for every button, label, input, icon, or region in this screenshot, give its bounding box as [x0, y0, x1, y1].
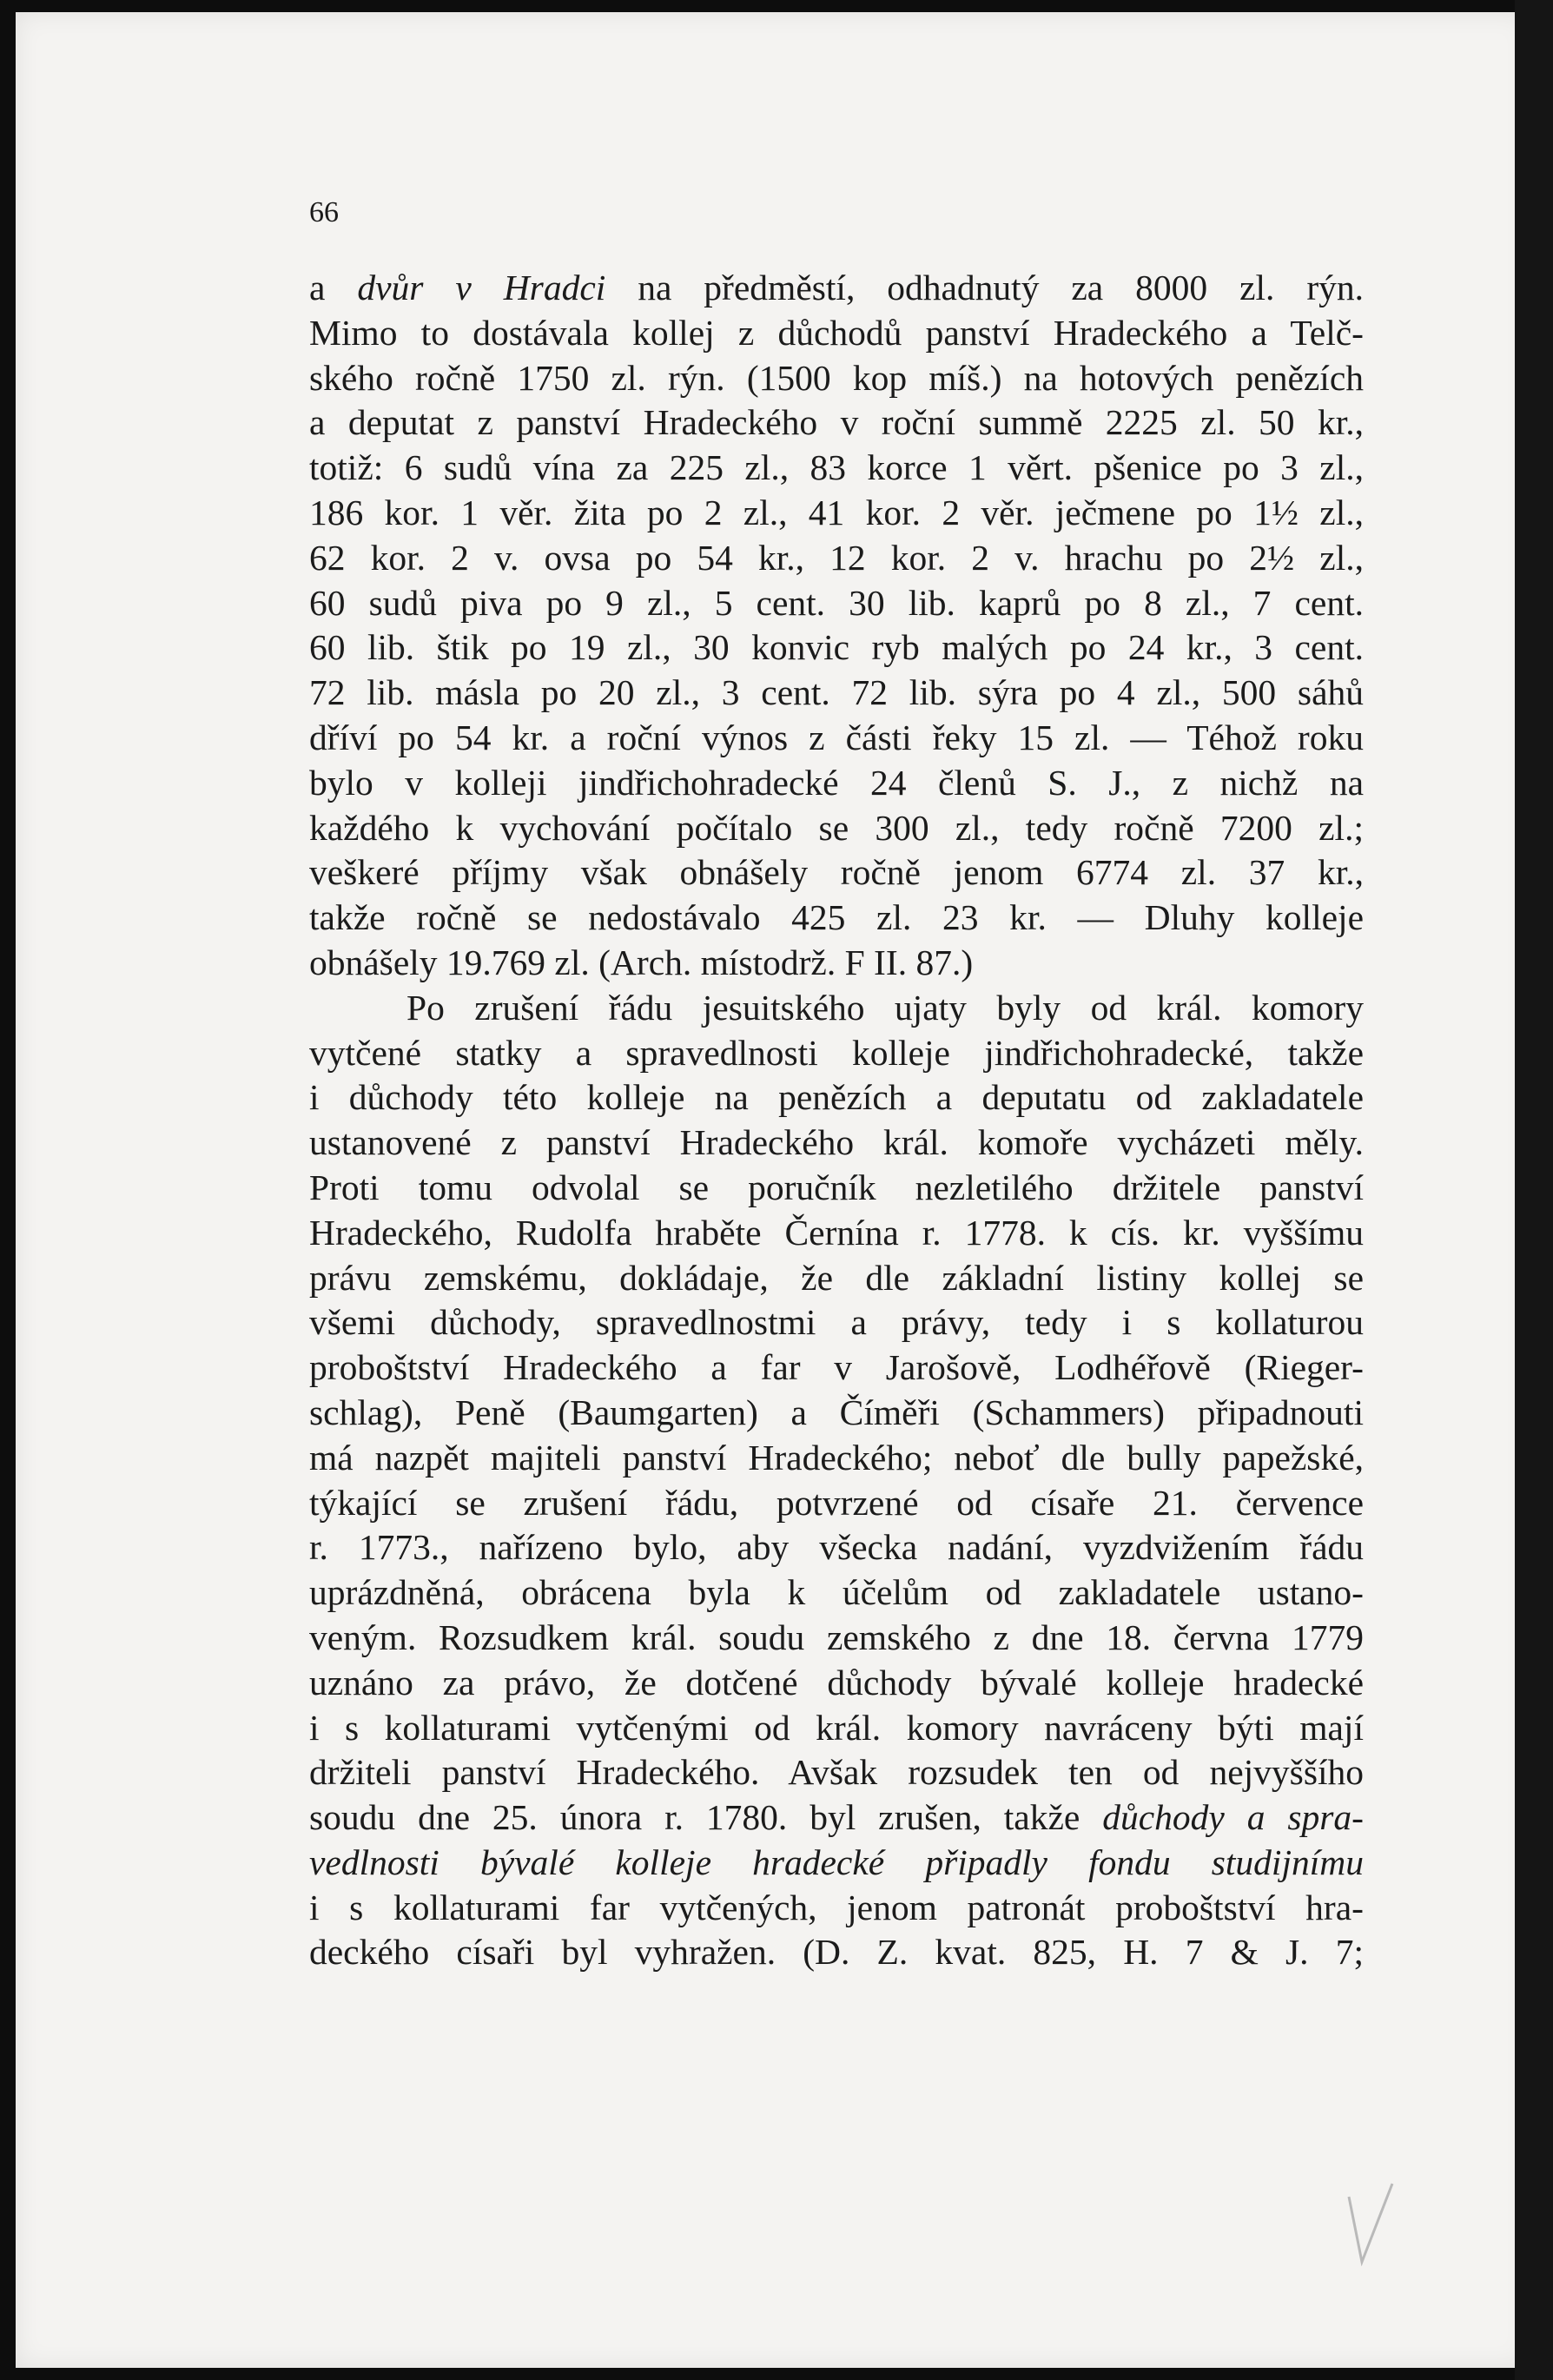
text-line-content: každého k vychování počítalo se 300 zl., tedy ročně 7200 zl.; [309, 807, 1364, 848]
text-line [309, 716, 1364, 761]
text-line [309, 1121, 1364, 1166]
text-line [309, 1661, 1364, 1706]
text-line [309, 491, 1364, 536]
text-line-content: i s kollaturami vytčenými od král. komory navráceny býti mají [309, 1707, 1364, 1748]
text-line [309, 806, 1364, 851]
text-line [309, 1345, 1364, 1391]
text-line [309, 1256, 1364, 1301]
text-line-content: 60 lib. štik po 19 zl., 30 konvic ryb malých po 24 kr., 3 cent. [309, 627, 1364, 668]
text-line-content: vytčené statky a spravedlnosti kolleje jindřichohradecké, takže [309, 1032, 1364, 1073]
text-line [309, 311, 1364, 356]
text-line-content: veným. Rozsudkem král. soudu zemského z dne 18. června 1779 [309, 1616, 1364, 1657]
text-line [309, 761, 1364, 806]
text-line [309, 1795, 1364, 1841]
text-line [309, 581, 1364, 626]
text-line [309, 1616, 1364, 1661]
text-line-content: ustanovené z panství Hradeckého král. komoře vycházeti měly. [309, 1122, 1364, 1163]
scanned-page [16, 12, 1529, 2368]
text-line [309, 1300, 1364, 1345]
text-line [309, 266, 1364, 311]
text-line [309, 986, 1364, 1031]
text-line-content: r. 1773., nařízeno bylo, aby všecka nadání, vyzdvižením řádu [309, 1527, 1364, 1568]
text-line-content: Mimo to dostávala kollej z důchodů panství Hradeckého a Telč- [309, 312, 1364, 353]
page-edge-shadow [1515, 0, 1553, 2380]
italic-phrase: dvůr v Hradci [357, 268, 606, 307]
text-line-content: obnášely 19.769 zl. (Arch. místodrž. F II. 87.) [309, 942, 974, 982]
text-line-content: 186 kor. 1 věr. žita po 2 zl., 41 kor. 2 věr. ječmene po 1½ zl., [309, 492, 1364, 532]
text-line-content: Proti tomu odvolal se poručník nezletilého držitele panství [309, 1167, 1364, 1207]
text-line [309, 1031, 1364, 1076]
text-line [309, 1570, 1364, 1616]
text-line [309, 1391, 1364, 1436]
text-line [309, 1075, 1364, 1121]
text-line [309, 1706, 1364, 1751]
text-line [309, 1166, 1364, 1211]
text-line [309, 356, 1364, 401]
text-line-content: ského ročně 1750 zl. rýn. (1500 kop míš.) na hotových penězích [309, 357, 1364, 398]
text-line-content: právu zemskému, dokládaje, že dle základní listiny kollej se [309, 1257, 1364, 1298]
text-line-content: i důchody této kolleje na penězích a deputatu od zakladatele [309, 1077, 1364, 1118]
text-line-content: Hradeckého, Rudolfa hraběte Černína r. 1778. k cís. kr. vyššímu [309, 1212, 1364, 1253]
text-line-content: schlag), Peně (Baumgarten) a Číměři (Schammers) připadnouti [309, 1392, 1364, 1432]
pencil-mark [1345, 2179, 1397, 2266]
text-line [309, 896, 1364, 941]
text-line-content: veškeré příjmy však obnášely ročně jenom 6774 zl. 37 kr., [309, 852, 1364, 893]
text-line [309, 1841, 1364, 1886]
text-line [309, 536, 1364, 581]
text-line [309, 941, 1364, 986]
text-line [309, 1436, 1364, 1481]
text-line [309, 1525, 1364, 1570]
text-line [309, 671, 1364, 716]
page-number: 66 [309, 196, 339, 228]
text-line-content: týkající se zrušení řádu, potvrzené od císaře 21. července [309, 1482, 1364, 1523]
text-line-content: uprázdněná, obrácena byla k účelům od zakladatele ustano- [309, 1572, 1364, 1613]
text-line-content: dříví po 54 kr. a roční výnos z části řeky 15 zl. — Téhož roku [309, 717, 1364, 757]
text-line-content: bylo v kolleji jindřichohradecké 24 členů S. J., z nichž na [309, 762, 1364, 803]
text-line [309, 446, 1364, 491]
text-line-content: 60 sudů piva po 9 zl., 5 cent. 30 lib. kaprů po 8 zl., 7 cent. [309, 582, 1364, 623]
text-line-content: 72 lib. másla po 20 zl., 3 cent. 72 lib. sýra po 4 zl., 500 sáhů [309, 672, 1364, 713]
text-line-content: a deputat z panství Hradeckého v roční summě 2225 zl. 50 kr., [309, 402, 1364, 443]
text-line-content: proboštství Hradeckého a far v Jarošově, Lodhéřově (Rieger- [309, 1347, 1364, 1388]
text-segment: na předměstí, odhadnutý za 8000 zl. rýn. [605, 268, 1365, 307]
text-line [309, 400, 1364, 446]
text-line [309, 1211, 1364, 1256]
text-line-content: 62 kor. 2 v. ovsa po 54 kr., 12 kor. 2 v. hrachu po 2½ zl., [309, 537, 1364, 578]
text-line-content: Po zrušení řádu jesuitského ujaty byly od král. komory [406, 987, 1364, 1028]
text-segment: soudu dne 25. února r. 1780. byl zrušen, takže [309, 1797, 1103, 1838]
text-line [309, 1750, 1364, 1795]
text-line-content: totiž: 6 sudů vína za 225 zl., 83 korce 1 věrt. pšenice po 3 zl., [309, 447, 1364, 488]
text-line [309, 625, 1364, 671]
text-line-content: uznáno za právo, že dotčené důchody bývalé kolleje hradecké [309, 1662, 1364, 1702]
text-line [309, 1886, 1364, 1931]
text-line [309, 1481, 1364, 1526]
text-line-content: i s kollaturami far vytčených, jenom patronát proboštství hra- [309, 1887, 1364, 1927]
italic-phrase: vedlnosti bývalé kolleje hradecké připadly fondu studijnímu [309, 1841, 1364, 1882]
text-segment: a [309, 268, 358, 307]
text-line [309, 850, 1364, 896]
body-text [309, 266, 1364, 1975]
text-line-content: má nazpět majiteli panství Hradeckého; neboť dle bully papežské, [309, 1437, 1364, 1478]
text-line-content: deckého císaři byl vyhražen. (D. Z. kvat. 825, H. 7 & J. 7; [309, 1932, 1364, 1973]
text-line-content: držiteli panství Hradeckého. Avšak rozsudek ten od nejvyššího [309, 1752, 1364, 1793]
text-line [309, 1930, 1364, 1975]
italic-phrase: důchody a spra- [1102, 1797, 1364, 1838]
text-line-content: všemi důchody, spravedlnostmi a právy, tedy i s kollaturou [309, 1302, 1364, 1343]
text-line-content: takže ročně se nedostávalo 425 zl. 23 kr. — Dluhy kolleje [309, 897, 1364, 938]
